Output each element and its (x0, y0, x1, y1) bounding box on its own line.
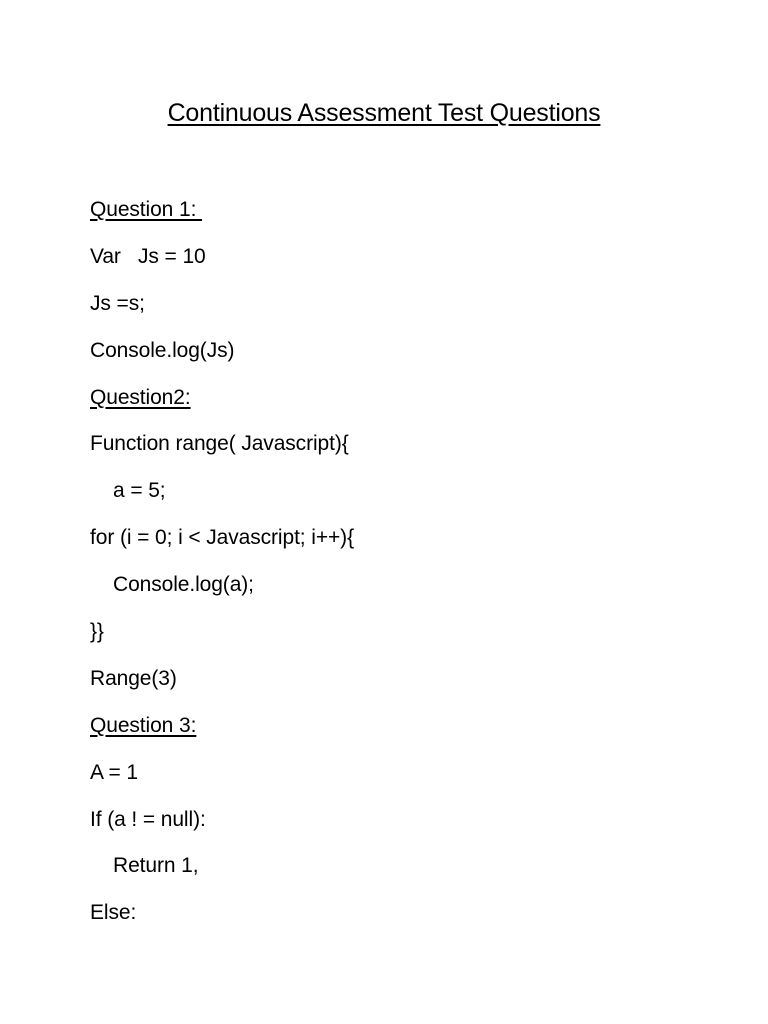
code-line: for (i = 0; i < Javascript; i++){ (90, 526, 354, 550)
code-line: If (a ! = null): (90, 807, 206, 831)
code-line: Range(3) (90, 666, 177, 690)
question-heading: Question2: (90, 385, 191, 409)
code-line: Console.log(Js) (90, 338, 235, 362)
code-line: Js =s; (90, 291, 145, 315)
document-title: Continuous Assessment Test Questions (167, 99, 601, 127)
code-line-indented: Return 1, (113, 854, 199, 878)
code-line-indented: a = 5; (113, 479, 166, 503)
code-line: A = 1 (90, 760, 138, 784)
code-line-indented: Console.log(a); (113, 573, 254, 597)
code-line: Else: (90, 901, 137, 925)
code-line: }} (90, 620, 104, 644)
code-line: Function range( Javascript){ (90, 432, 349, 456)
document-body (90, 195, 730, 945)
code-line: Var Js = 10 (90, 244, 206, 268)
question-heading: Question 3: (90, 713, 197, 737)
question-heading: Question 1: (90, 198, 203, 221)
